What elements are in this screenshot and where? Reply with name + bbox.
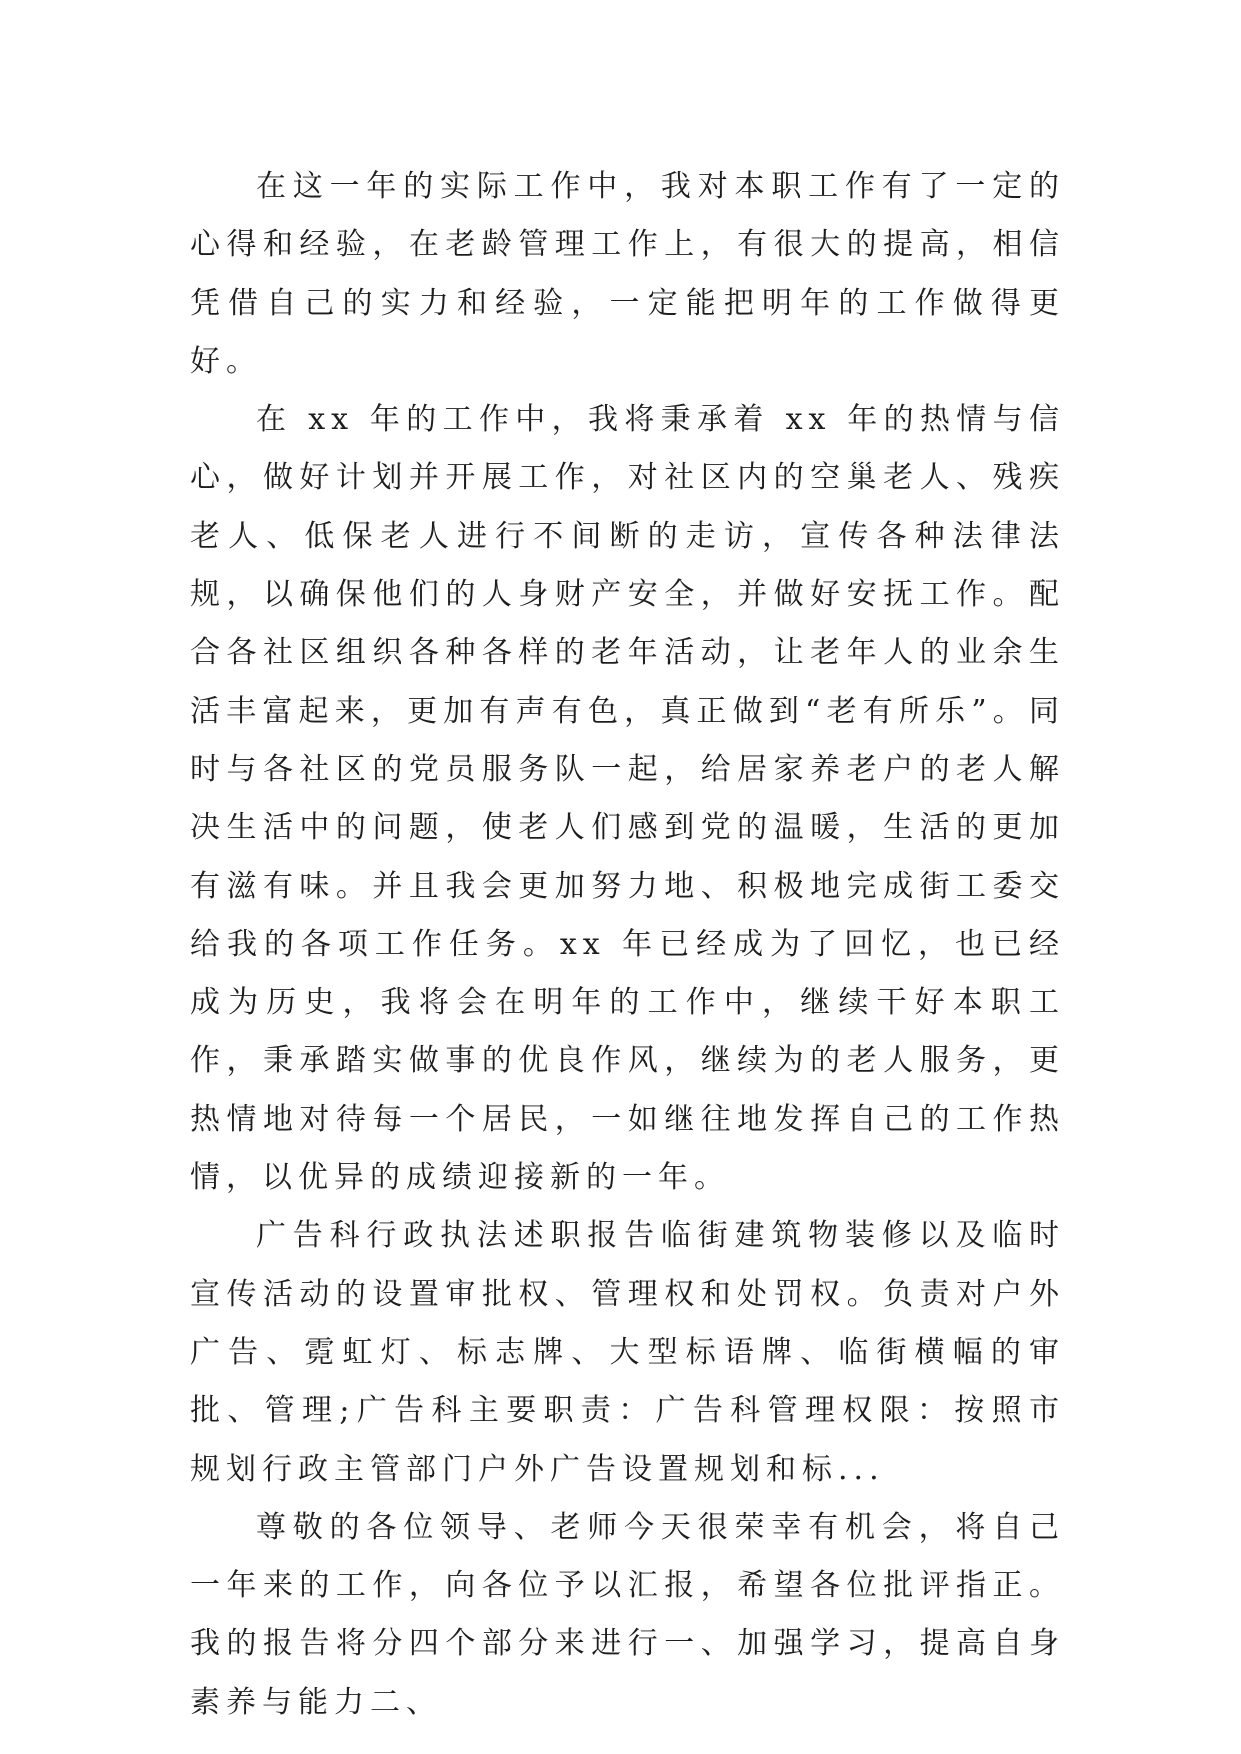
paragraph-1: 在这一年的实际工作中，我对本职工作有了一定的心得和经验，在老龄管理工作上，有很大的提高，相信凭借自己的实力和经验，一定能把明年的工作做得更好。 bbox=[190, 169, 1065, 379]
paragraph-2: 在 xx 年的工作中，我将秉承着 xx 年的热情与信心，做好计划并开展工作，对社区内的空巢老人、残疾老人、低保老人进行不间断的走访，宣传各种法律法规，以确保他们的人身财产安全，并做好安抚工作。配合各社区组织各种各样的老年活动，让老年人的业余生活丰富起来，更加有声有色，真正做到“老有所乐”。同时与各社区的党员服务队一起，给居家养老户的老人解决生活中的问题，使老人们感到党的温暖，生活的更加有滋有味。并且我会更加努力地、积极地完成街工委交给我的各项工作任务。xx 年已经成为了回忆，也已经成为历史，我将会在明年的工作中，继续干好本职工作，秉承踏实做事的优良作风，继续为的老人服务，更热情地对待每一个居民，一如继往地发挥自己的工作热情，以优异的成绩迎接新的一年。 bbox=[190, 402, 1065, 1196]
paragraph-3: 广告科行政执法述职报告临街建筑物装修以及临时宣传活动的设置审批权、管理权和处罚权。负责对户外广告、霓虹灯、标志牌、大型标语牌、临街横幅的审批、管理;广告科主要职责：广告科管理权限：按照市规划行政主管部门户外广告设置规划和标... bbox=[190, 1218, 1065, 1487]
document-body bbox=[190, 158, 1065, 1732]
paragraph-4: 尊敬的各位领导、老师今天很荣幸有机会，将自己一年来的工作，向各位予以汇报，希望各位批评指正。我的报告将分四个部分来进行一、加强学习，提高自身素养与能力二、 bbox=[190, 1509, 1065, 1720]
